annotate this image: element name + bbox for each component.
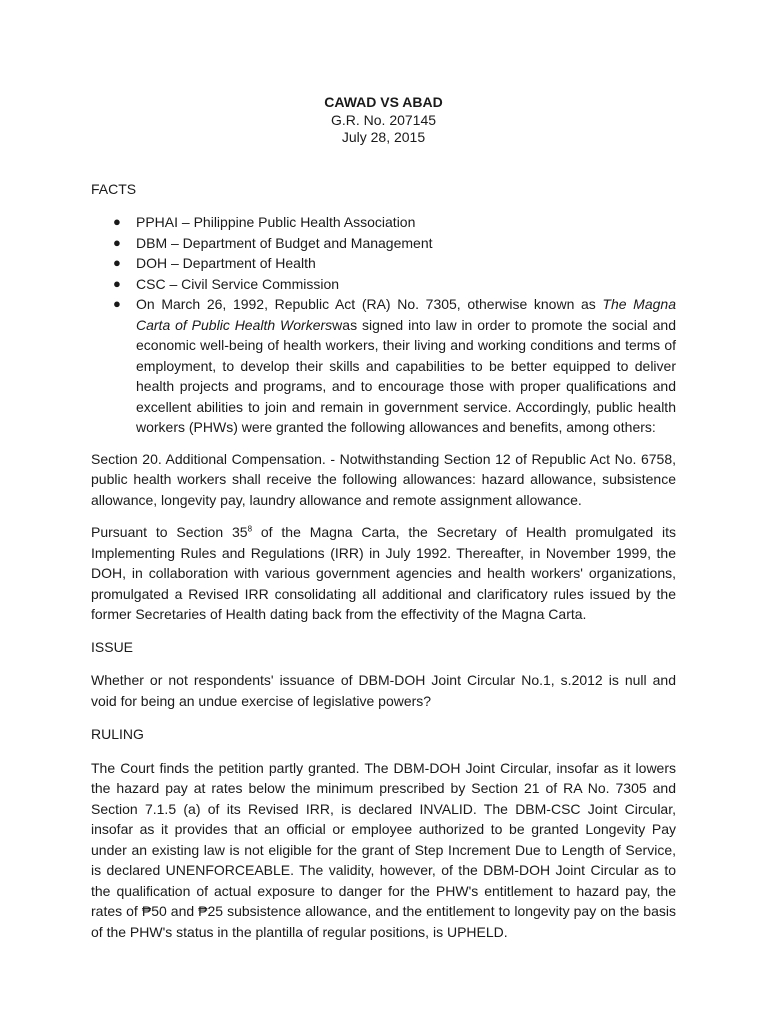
bullet-icon: ● [113, 275, 121, 291]
list-item-text: PPHAI – Philippine Public Health Association [136, 214, 416, 230]
list-item-magna-carta [113, 294, 676, 438]
case-title: CAWAD VS ABAD [324, 94, 443, 110]
pursuant-text-after: of the Magna Carta, the Secretary of Health promulgated its Implementing Rules and Regulations (IRR) in July 1992. Thereafter, in November 1999, the DOH, in collaboration with various government agencies and health workers' organizations, promulgated a Revised IRR consolidating all additional and clarificatory rules issued by the former Secretaries of Health dating back from the effectivity of the Magna Carta. [91, 524, 676, 622]
list-item [113, 212, 676, 233]
facts-bullet-list [91, 212, 676, 438]
ruling-heading: RULING [91, 726, 144, 742]
issue-paragraph: Whether or not respondents' issuance of DBM-DOH Joint Circular No.1, s.2012 is null and void for being an undue exercise of legislative powers? [91, 672, 676, 709]
list-item-text: DOH – Department of Health [136, 255, 316, 271]
pursuant-paragraph [91, 522, 676, 625]
list-item [113, 274, 676, 295]
facts-heading: FACTS [91, 180, 137, 197]
list-item-text: DBM – Department of Budget and Management [136, 234, 433, 251]
ruling-paragraph: The Court finds the petition partly granted. The DBM-DOH Joint Circular, insofar as it lowers the hazard pay at rates below the minimum prescribed by Section 21 of RA No. 7305 and Section 7.1.5 (a) of its Revised IRR, is declared INVALID. The DBM-CSC Joint Circular, insofar as it provides that an official or employee authorized to be granted Longevity Pay under an existing law is not eligible for the grant of Step Increment Due to Length of Service, is declared UNENFORCEABLE. The validity, however, of the DBM-DOH Joint Circular as to the qualification of actual exposure to danger for the PHW's entitlement to hazard pay, the rates of ₱50 and ₱25 subsistence allowance, and the entitlement to longevity pay on the basis of the PHW's status in the plantilla of regular positions, is UPHELD. [91, 759, 676, 940]
magna-carta-text-after: was signed into law in order to promote the social and economic well-being of health workers, their living and working conditions and terms of employment, to develop their skills and capabilities to be better equipped to deliver health projects and programs, and to encourage those with proper qualifications and excellent abilities to join and remain in government service. Accordingly, public health workers (PHWs) were granted the following allowances and benefits, among others: [136, 316, 676, 435]
pursuant-text-before: Pursuant to Section 35 [91, 524, 248, 540]
bullet-icon: ● [113, 214, 121, 229]
gr-number: G.R. No. 207145 [330, 111, 437, 128]
section-20-paragraph: Section 20. Additional Compensation. - Notwithstanding Section 12 of Republic Act No. 6758, public health workers shall receive the following allowances: hazard allowance, subsistence allowance, longevity pay, laundry allowance and remote assignment allowance. [91, 450, 676, 508]
magna-carta-text-before: On March 26, 1992, Republic Act (RA) No. 7305, otherwise known as [136, 296, 603, 312]
footnote-reference[interactable]: 8 [247, 524, 253, 534]
magna-carta-title: The Magna Carta of Public Health Workers [136, 296, 676, 333]
list-item-text: CSC – Civil Service Commission [136, 275, 340, 292]
issue-heading: ISSUE [91, 638, 134, 655]
case-header [91, 94, 676, 147]
list-item [113, 253, 676, 274]
bullet-icon: ● [113, 234, 121, 250]
bullet-icon: ● [113, 255, 121, 270]
bullet-icon: ● [113, 296, 121, 311]
decision-date: July 28, 2015 [341, 129, 426, 145]
list-item [113, 233, 676, 254]
